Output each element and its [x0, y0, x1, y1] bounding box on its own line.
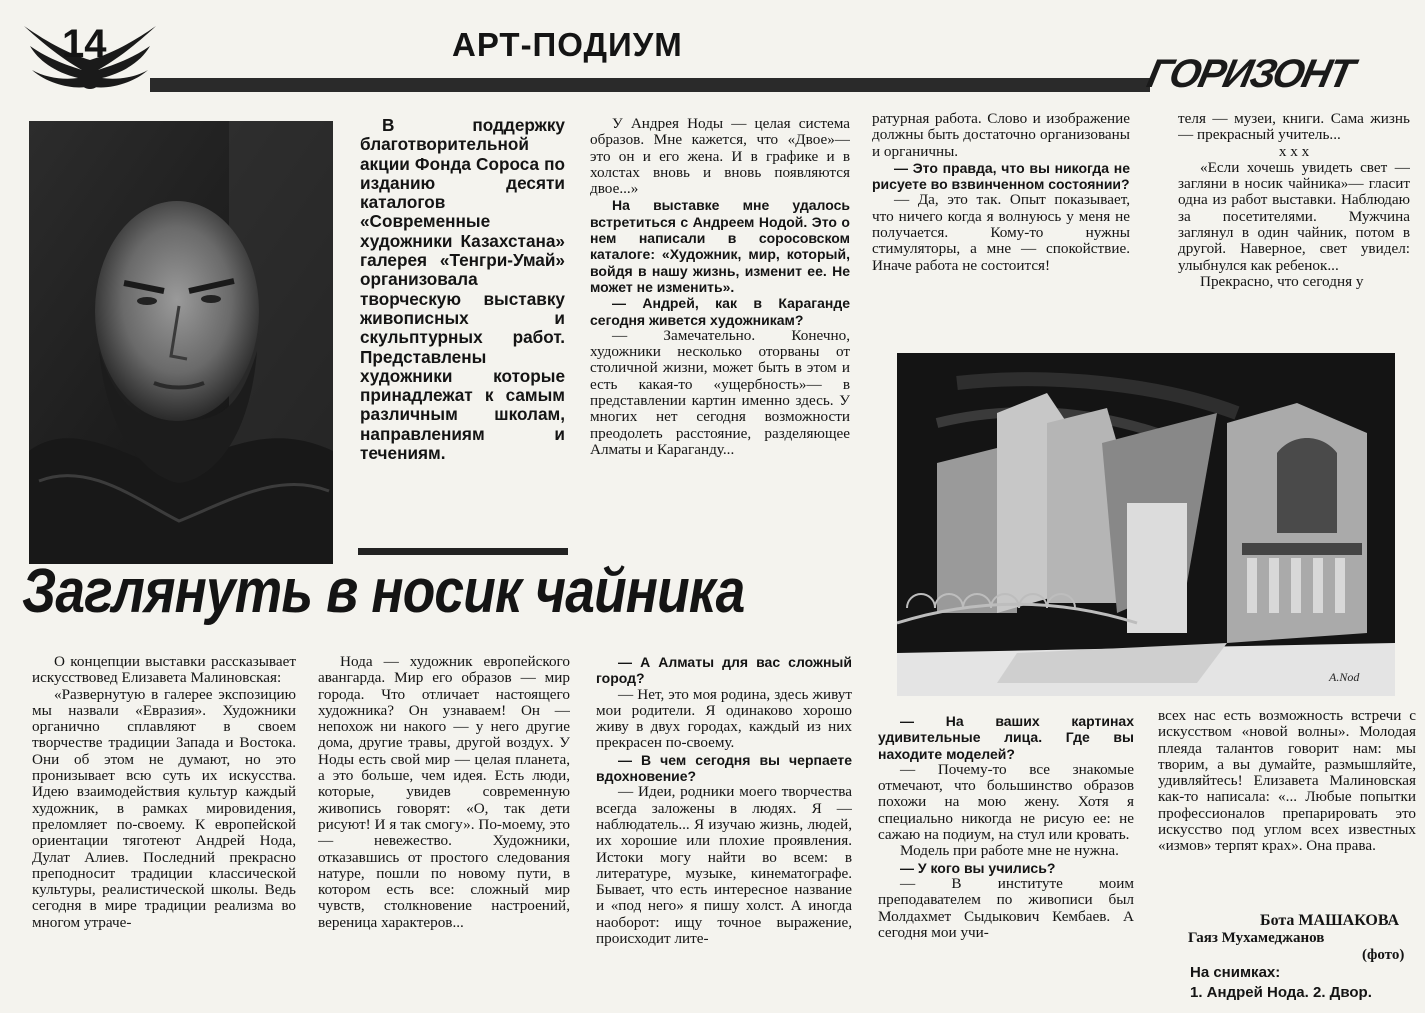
column-3-upper: [590, 116, 850, 556]
column-4-upper: [872, 111, 1130, 341]
column-5-lower: [1158, 708, 1416, 908]
column-3-lower: [596, 654, 852, 1010]
question: — Это правда, что вы никогда не рисуете во взвинченном состоянии?: [872, 159, 1130, 193]
paragraph: — Идеи, родники моего творчества всегда заложены в людях. Я — наблюдатель... Я изучаю жизнь, людей, их хорошие или плохие проявления. Истоки могу найти во всем: в литературе, музыке, кинематографе. Бывает, что есть интересное название и «под него» я пишу холст. А иногда наоборот: ищу точное выражение, происходит лите-: [596, 783, 852, 948]
painting-photo: [897, 353, 1395, 696]
paragraph: У Андрея Ноды — целая система образов. Мне кажется, что «Двое»— это он и его жена. И в графике и в холстах вновь и вновь появляются двое...»: [590, 116, 850, 198]
paragraph: — Замечательно. Конечно, художники несколько оторваны от столичной жизни, может быть в этом и есть какая-то «ущербность»— в представлении картин именно здесь. У многих нет сегодня возможности преодолеть расстояние, разделяющее Алматы и Караганду...: [590, 326, 850, 458]
question: — А Алматы для вас сложный город?: [596, 654, 852, 687]
captions-text: 1. Андрей Нода. 2. Двор.: [1190, 984, 1372, 1001]
question: — В чем сегодня вы черпаете вдохновение?: [596, 751, 852, 785]
paragraph: теля — музеи, книги. Сама жизнь — прекрасный учитель...: [1178, 111, 1410, 144]
captions-title: На снимках:: [1190, 964, 1281, 981]
portrait-photo: [29, 121, 333, 564]
painting-signature: A.Nod: [1329, 670, 1360, 684]
separator: х х х: [1278, 142, 1310, 160]
paragraph: всех нас есть возможность встречи с искусством «новой волны». Молодая плеяда талантов говорит нам: мы творим, а вы думайте, размышляйте, удивляйтесь! Елизавета Малиновская как-то написала: «... Любые попытки профессионалов препарировать это искусство под углом всех известных «измов» терпят крах». Она права.: [1158, 708, 1416, 855]
photo-label: (фото): [1362, 947, 1405, 963]
paragraph: Нода — художник европейского авангарда. Мир его образов — мир города. Что отличает настоящего художника? Он узнаваем! Он — непохож ни накого — у него другие дома, другие травы, другой воздух. У Ноды есть свой мир — целая планета, а это больше, чем идея. Есть люди, которые, увидев современную живопись говорят: «О, так дети рисуют! И я так смогу». По-моему, это — невежество. Художники, отказавшись от простого следования натуре, пошли по новому пути, в котором есть все: сложный мир чувств, столкновение настроений, вереница характеров...: [318, 654, 570, 931]
paragraph: — Почему-то все знакомые отмечают, что большинство образов похожи на мою жену. Хотя я специально никогда не рисую ее: не сажаю на подиум, на стул или кровать.: [878, 760, 1134, 844]
newspaper-logo: ГОРИЗОНТ: [1143, 52, 1357, 96]
paragraph: О концепции выставки рассказывает искусствовед Елизавета Малиновская:: [32, 654, 296, 687]
paragraph: — Нет, это моя родина, здесь живут мои родители. Я одинаково хорошо живу в двух городах, каждый из них прекрасен по-своему.: [596, 685, 852, 752]
question: — На ваших картинах удивительные лица. Где вы находите моделей?: [878, 713, 1134, 762]
lead-text: В поддержку благотворительной акции Фонда Сороса по изданию десяти каталогов «Современные художники Казахстана» галерея «Тенгри-Умай» организовала творческую выставку живописных и скульптурных работ. Представлены художники которые принадлежат к самым различным школам, направлениям и течениям.: [360, 115, 565, 464]
column-5-upper: [1178, 111, 1410, 341]
paragraph: «Если хочешь увидеть свет — загляни в носик чайника»— гласит одна из работ выставки. Наблюдаю за посетителями. Мужчина заглянул в один чайник, потом в другой. Наверное, свет увидел: улыбнулся как ребенок...: [1178, 158, 1410, 274]
author-credit: Бота МАШАКОВА: [1260, 912, 1400, 929]
question: — Андрей, как в Караганде сегодня живется художникам?: [590, 295, 850, 328]
column-4-lower: [878, 713, 1134, 1011]
paragraph: — Да, это так. Опыт показывает, что ничего когда я волнуюсь у меня не получается. Кому-то нужны стимуляторы, а мне — спокойствие. Иначе работа не состоится!: [872, 191, 1130, 274]
question: — У кого вы учились?: [900, 859, 1056, 876]
question: На выставке мне удалось встретиться с Андреем Нодой. Это о нем написали в соросовском каталоге: «Художник, мир, который, войдя в нашу жизнь, изменит ее. Не может не изменить».: [590, 197, 850, 295]
column-2-lower: [318, 654, 570, 1010]
paragraph: «Развернутую в галерее экспозицию мы назвали «Евразия». Художники органично сплавляют в своем творчестве традиции Запада и Востока. Они об этом не думают, но это пронизывает всю суть их искусства. Идею взаимодействия культур каждый художник, в рамках мировидения, преломляет по-своему. К европейской ориентации тяготеют Андрей Нода, Дулат Алиев. Последний прекрасно преподносит традиции классической культуры, реалистической школы. Ведь сегодня в мире традиции реализма во многом утраче-: [32, 685, 296, 931]
paragraph: — В институте моим преподавателем по живописи был Молдахмет Сыдыкович Кембаев. А сегодня мои учи-: [878, 874, 1134, 941]
page-number: 14: [62, 22, 107, 66]
paragraph: Прекрасно, что сегодня у: [1200, 272, 1364, 290]
photographer-credit: Гаяз Мухамеджанов: [1188, 930, 1325, 946]
section-title: АРТ-ПОДИУМ: [452, 26, 683, 63]
paragraph: ратурная работа. Слово и изображение должны быть достаточно организованы и органичны.: [872, 111, 1130, 160]
column-1-lower: [32, 654, 296, 1010]
header-rule: [150, 78, 1150, 92]
lead-rule: [358, 548, 568, 555]
lead-paragraph: [360, 116, 565, 463]
article-headline: Заглянуть в носик чайника: [22, 557, 745, 626]
paragraph: Модель при работе мне не нужна.: [900, 842, 1119, 860]
